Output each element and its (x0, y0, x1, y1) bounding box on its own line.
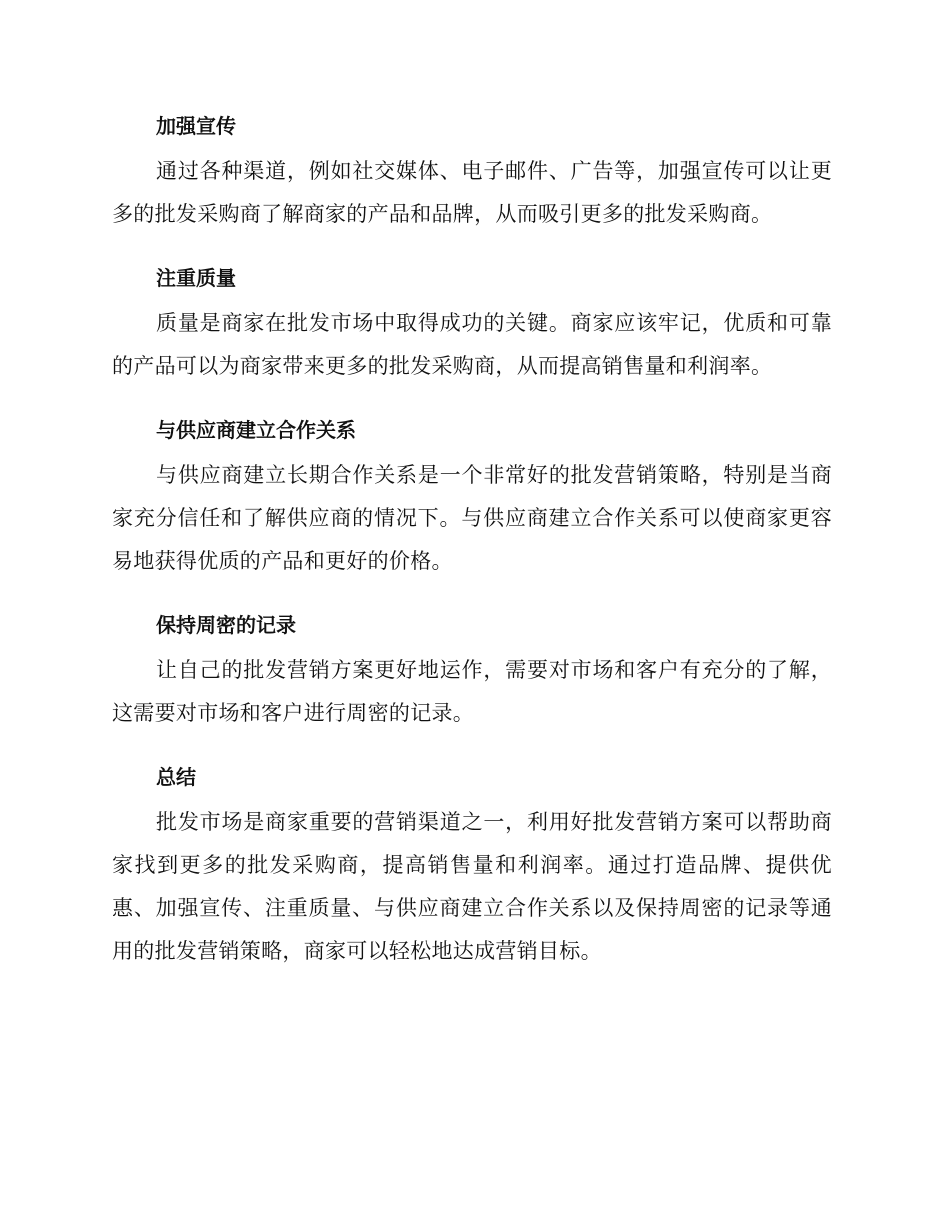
section-paragraph: 批发市场是商家重要的营销渠道之一，利用好批发营销方案可以帮助商家找到更多的批发采购商，提高销售量和利润率。通过打造品牌、提供优惠、加强宣传、注重质量、与供应商建立合作关系以及保持周密的记录等通用的批发营销策略，商家可以轻松地达成营销目标。 (112, 810, 832, 963)
section-supplier-partnership (112, 410, 832, 583)
section-paragraph: 通过各种渠道，例如社交媒体、电子邮件、广告等，加强宣传可以让更多的批发采购商了解商家的产品和品牌，从而吸引更多的批发采购商。 (112, 159, 832, 226)
section-heading: 保持周密的记录 (156, 613, 296, 637)
section-promotion (112, 106, 832, 236)
section-quality (112, 258, 832, 388)
section-summary (112, 757, 832, 973)
document-body (112, 106, 832, 995)
section-heading: 注重质量 (156, 266, 236, 290)
section-paragraph: 让自己的批发营销方案更好地运作，需要对市场和客户有充分的了解，这需要对市场和客户进行周密的记录。 (112, 658, 832, 725)
section-paragraph: 质量是商家在批发市场中取得成功的关键。商家应该牢记，优质和可靠的产品可以为商家带来更多的批发采购商，从而提高销售量和利润率。 (112, 311, 832, 378)
section-heading: 加强宣传 (156, 114, 236, 138)
section-heading: 总结 (156, 765, 196, 789)
section-records (112, 605, 832, 735)
section-heading: 与供应商建立合作关系 (156, 418, 356, 442)
section-paragraph: 与供应商建立长期合作关系是一个非常好的批发营销策略，特别是当商家充分信任和了解供应商的情况下。与供应商建立合作关系可以使商家更容易地获得优质的产品和更好的价格。 (112, 463, 832, 573)
